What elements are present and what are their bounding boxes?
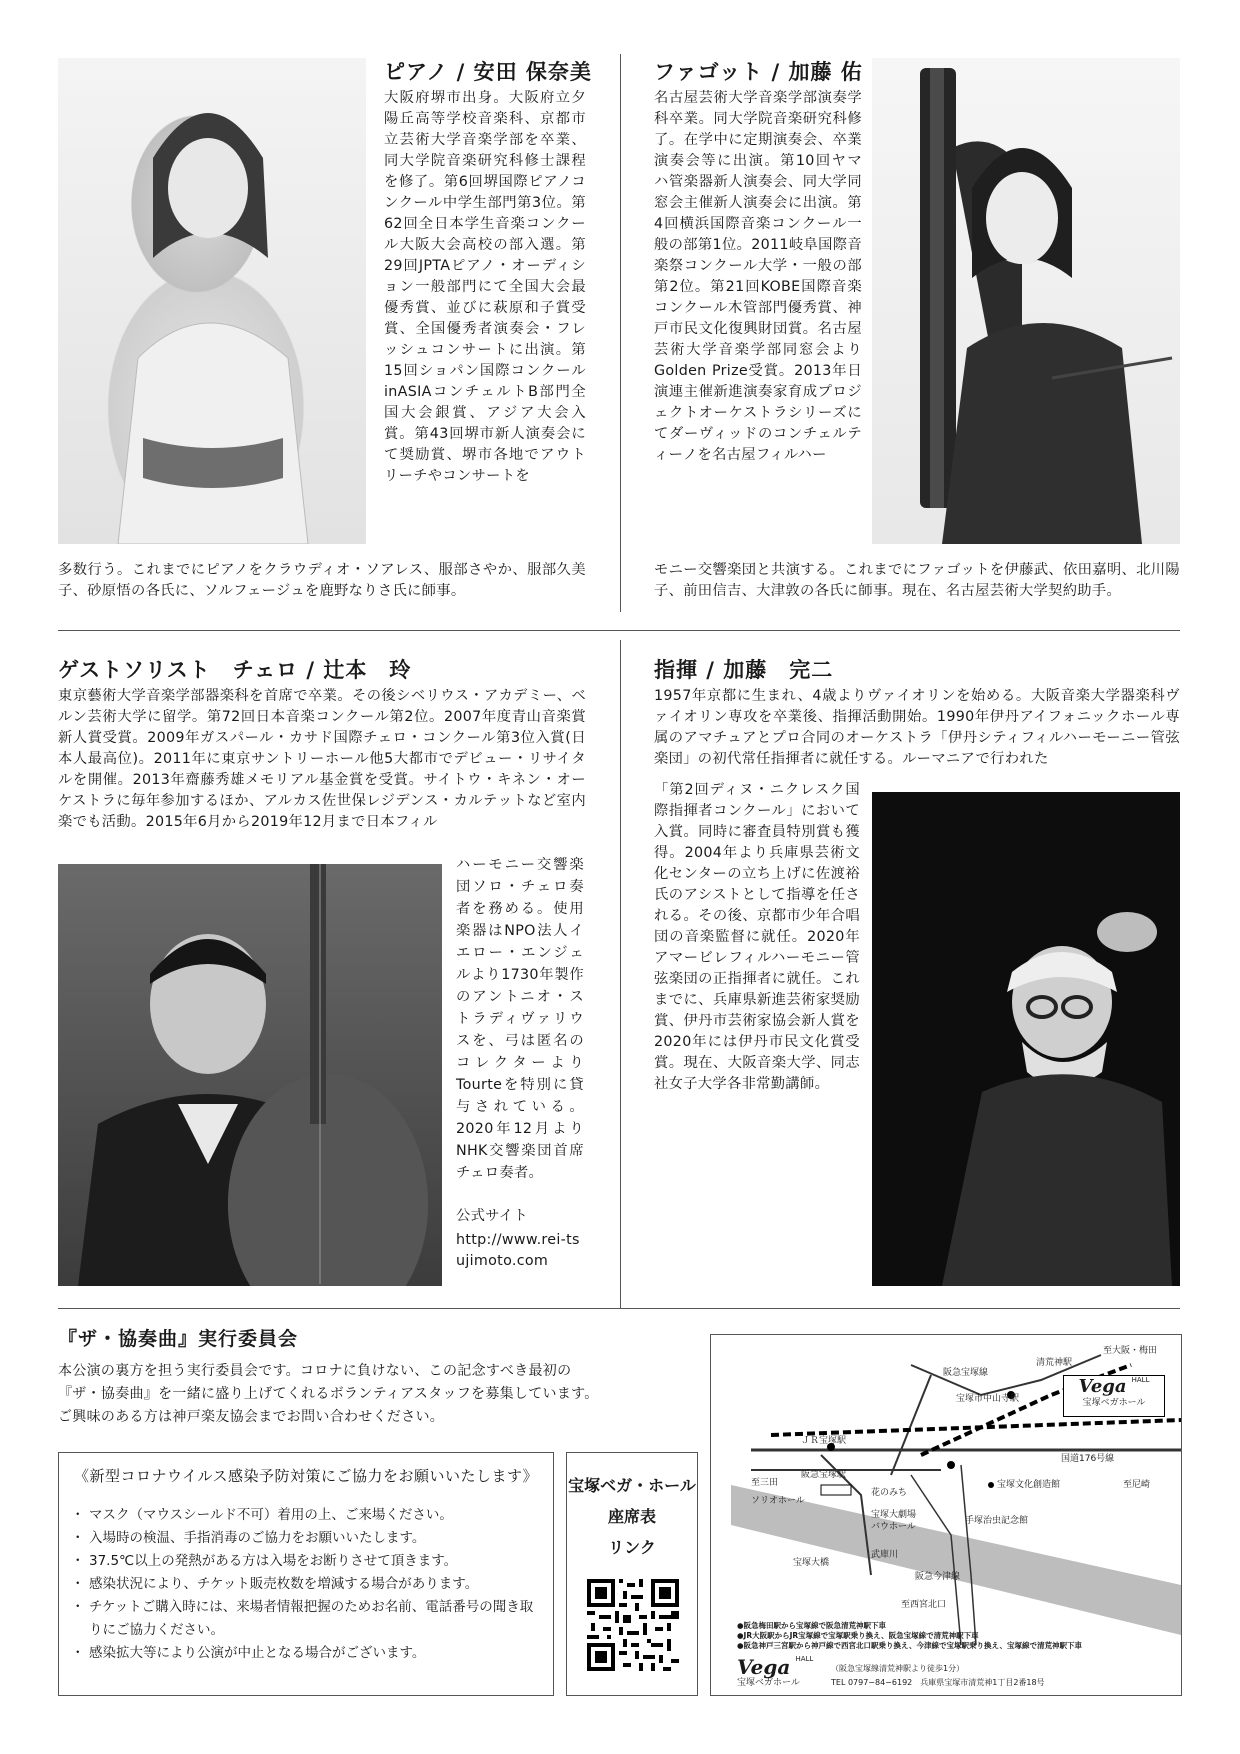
- seat-link-line-2: 座席表: [607, 1507, 656, 1526]
- map-label-mukogawa: 武庫川: [871, 1550, 899, 1560]
- vega-hall-name-badge: 宝塚ベガホール: [1082, 1398, 1146, 1408]
- cellist-site-link[interactable]: http://www.rei-tsujimoto.com: [456, 1232, 580, 1269]
- column-divider-bottom: [620, 640, 621, 1308]
- vega-logo-hall: HALL: [1131, 1376, 1150, 1384]
- conductor-bio-side: 「第2回ディヌ・ニクレスク国際指揮者コンクール」において入賞。同時に審査員特別賞も獲得。2004年より兵庫県芸術文化センターの立ち上げに佐渡裕氏のアシストとして指導を任される。その後、京都市少年合唱団の音楽監督に就任。2020年アマービレフィルハーモニー管弦楽団の正指揮者に就任。これまでに、兵庫県新進芸術家奨励賞、伊丹市芸術家協会新人賞を2020年には伊丹市民文化賞受賞。現在、大阪音楽大学、同志社女子大学各非常勤講師。: [654, 782, 860, 1092]
- covid-notice-item: ・ 37.5℃以上の発熱がある方は入場をお断りさせて頂きます。: [75, 1550, 535, 1573]
- pianist-bio-bottom: 多数行う。これまでにピアノをクラウディオ・ソアレス、服部さやか、服部久美子、砂原悟の各氏に、ソルフェージュを鹿野なりさ氏に師事。: [58, 562, 586, 599]
- bassoonist-title: ファゴット / 加藤 佑: [654, 59, 863, 84]
- bassoonist-photo: [872, 58, 1180, 544]
- bassoonist-bio-side: 名古屋芸術大学音楽学部演奏学科卒業。同大学院音楽研究科修了。在学中に定期演奏会、卒業演奏会等に出演。第10回ヤマハ管楽器新人演奏会、同大学同窓会主催新人演奏会に出演。第4回横浜国際音楽コンクール一般の部第1位。2011岐阜国際音楽祭コンクール大学・一般の部第2位。第21回KOBE国際音楽コンクール木管部門優秀賞、神戸市民文化復興財団賞。名古屋芸術大学音楽学部同窓会よりGolden Prize受賞。2013年日演連主催新進演奏家育成プロジェクトオーケストラシリーズにてダーヴィッドのコンチェルティーノを名古屋フィルハー: [654, 90, 862, 463]
- covid-notice-box: [58, 1452, 554, 1696]
- map-label-hanano: 花のみち: [871, 1488, 908, 1498]
- pianist-silhouette: [58, 58, 366, 544]
- map-label-tezuka: 手塚治虫記念館: [965, 1516, 1029, 1526]
- map-label-osaka: 至大阪・梅田: [1103, 1346, 1158, 1356]
- access-map: [710, 1334, 1182, 1696]
- map-label-nishikita: 至西宮北口: [901, 1600, 947, 1610]
- cellist-bio-top: 東京藝術大学音楽学部器楽科を首席で卒業。その後シベリウス・アカデミー、ベルン芸術大学に留学。第72回日本音楽コンクール第2位。2007年度青山音楽賞新人賞受賞。2009年ガスパール・カサド国際チェロ・コンクール第3位入賞(日本人最高位)。2011年に東京サントリーホール他5大都市でデビュー・リサイタルを開催。2013年齋藤秀雄メモリアル基金賞を受賞。サイトウ・キネン・オーケストラに毎年参加するほか、アルカス佐世保レジデンス・カルテットなど室内楽でも活動。2015年6月から2019年12月まで日本フィル: [58, 688, 586, 830]
- covid-notice-list: [59, 1504, 553, 1665]
- committee-text: [58, 1360, 658, 1429]
- direction-line: ●JR大阪駅からJR宝塚線で宝塚駅乗り換え、阪急宝塚線で清荒神駅下車: [737, 1631, 979, 1640]
- conductor-photo: [872, 792, 1180, 1286]
- map-label-imazu: 阪急今津線: [915, 1572, 961, 1582]
- seat-link-line-3: リンク: [608, 1538, 656, 1557]
- map-label-bridge: 宝塚大橋: [793, 1558, 830, 1568]
- map-label-jr-station: ＪＲ宝塚駅: [801, 1436, 847, 1446]
- map-label-hankyu-station: 阪急宝塚駅: [801, 1470, 847, 1480]
- direction-line: ●阪急神戸三宮駅から神戸線で西宮北口駅乗り換え、今津線で宝塚駅乗り換え、宝塚線で清荒神駅下車: [737, 1641, 1082, 1650]
- covid-notice-item: ・ 入場時の検温、手指消毒のご協力をお願いいたします。: [75, 1527, 535, 1550]
- map-label-route176: 国道176号線: [1061, 1454, 1115, 1464]
- cellist-bio-side: ハーモニー交響楽団ソロ・チェロ奏者を務める。使用楽器はNPO法人イエロー・エンジェルより1730年製作のアントニオ・ストラディヴァリウスを、弓は匿名のコレクターよりTourteを特別に貸与されている。2020年12月よりNHK交響楽団首席チェロ奏者。: [456, 857, 584, 1181]
- map-label-sanda: 至三田: [751, 1478, 779, 1488]
- covid-notice-item: ・ 感染状況により、チケット販売枚数を増減する場合があります。: [75, 1573, 535, 1596]
- conductor-silhouette: [872, 792, 1180, 1286]
- committee-line-2: 『ザ・協奏曲』を一緒に盛り上げてくれるボランティアスタッフを募集しています。: [58, 1386, 599, 1402]
- row-divider-1: [58, 630, 1180, 631]
- direction-line: ●阪急梅田駅から宝塚線で阪急清荒神駅下車: [737, 1621, 887, 1630]
- committee-line-1: 本公演の裏方を担う実行委員会です。コロナに負けない、この記念すべき最初の: [58, 1363, 572, 1379]
- covid-notice-item: ・ 感染拡大等により公演が中止となる場合がございます。: [75, 1642, 535, 1665]
- cellist-site-label: 公式サイト: [456, 1208, 528, 1224]
- pianist-bio-side: 大阪府堺市出身。大阪府立夕陽丘高等学校音楽科、京都市立芸術大学音楽学部を卒業、同大学院音楽研究科修士課程を修了。第6回堺国際ピアノコンクール中学生部門第3位。第62回全日本学生音楽コンクール大阪大会高校の部入選。第29回JPTAピアノ・オーディション一般部門にて全国大会最優秀賞、並びに萩原和子賞受賞、全国優秀者演奏会・フレッシュコンサートに出演。第15回ショパン国際コンクールinASIAコンチェルトB部門全国大会銀賞、アジア大会入賞。第43回堺市新人演奏会にて奨励賞、堺市各地でアウトリーチやコンサートを: [384, 90, 586, 484]
- map-label-nakayama: 宝塚市中山寺駅: [956, 1394, 1020, 1404]
- map-label-bow-hall: バウホール: [871, 1522, 916, 1532]
- map-label-hankyu-line: 阪急宝塚線: [943, 1368, 989, 1378]
- seat-link-box[interactable]: [566, 1452, 698, 1696]
- covid-notice-title: 《新型コロナウイルス感染予防対策にご協力をお願いいたします》: [73, 1467, 539, 1485]
- map-label-amagasaki: 至尼崎: [1123, 1480, 1151, 1490]
- vega-footer-logo-text: Vega: [737, 1655, 791, 1679]
- covid-notice-item: ・ マスク（マウスシールド不可）着用の上、ご来場ください。: [75, 1504, 535, 1527]
- map-label-kiyoshikojin: 清荒神駅: [1036, 1358, 1073, 1368]
- pianist-title: ピアノ / 安田 保奈美: [384, 59, 592, 84]
- conductor-bio-top: 1957年京都に生まれ、4歳よりヴァイオリンを始める。大阪音楽大学器楽科ヴァイオリン専攻を卒業後、指揮活動開始。1990年伊丹アイフォニックホール専属のアマチュアとプロ合同のオーケストラ「伊丹シティフィルハーモーニー管弦楽団」の初代常任指揮者に就任する。ルーマニアで行われた: [654, 688, 1180, 767]
- cellist-silhouette: [58, 864, 442, 1286]
- bassoonist-bio-bottom: モニー交響楽団と共演する。これまでにファゴットを伊藤武、依田嘉明、北川陽子、前田信吉、大津敦の各氏に師事。現在、名古屋芸術大学契約助手。: [654, 562, 1180, 599]
- cellist-title: ゲストソリスト チェロ / 辻本 玲: [58, 657, 412, 682]
- column-divider-top: [620, 54, 621, 612]
- committee-title: 『ザ・協奏曲』実行委員会: [58, 1328, 299, 1350]
- map-vega-logo-badge: [1063, 1375, 1165, 1417]
- qr-code-icon[interactable]: [587, 1579, 679, 1671]
- vega-footer-logo-hall: HALL: [795, 1655, 814, 1663]
- covid-notice-item: ・ チケットご購入時には、来場者情報把握のためお名前、電話番号の聞き取りにご協力ください。: [75, 1596, 535, 1642]
- committee-line-3: ご興味のある方は神戸楽友協会までお問い合わせください。: [58, 1409, 445, 1425]
- map-label-sorio: ソリオホール: [751, 1496, 805, 1506]
- seat-link-line-1: 宝塚ベガ・ホール: [568, 1476, 696, 1495]
- conductor-title: 指揮 / 加藤 完二: [654, 657, 834, 682]
- vega-footer-hall-name: 宝塚ベガホール: [737, 1678, 800, 1688]
- cellist-photo: [58, 864, 442, 1286]
- map-footer-logo: [737, 1655, 817, 1688]
- vega-logo-text: Vega: [1078, 1376, 1127, 1397]
- row-divider-2: [58, 1308, 1180, 1309]
- map-directions: [737, 1621, 1177, 1651]
- map-label-bunka: 宝塚文化創造館: [997, 1480, 1061, 1490]
- bassoonist-silhouette: [872, 58, 1180, 544]
- pianist-photo: [58, 58, 366, 544]
- map-label-grand-theater: 宝塚大劇場: [871, 1510, 917, 1520]
- map-tel: TEL 0797−84−6192 兵庫県宝塚市清荒神1丁目2番18号: [831, 1678, 1045, 1687]
- map-address: （阪急宝塚線清荒神駅より徒歩1分）: [831, 1664, 965, 1673]
